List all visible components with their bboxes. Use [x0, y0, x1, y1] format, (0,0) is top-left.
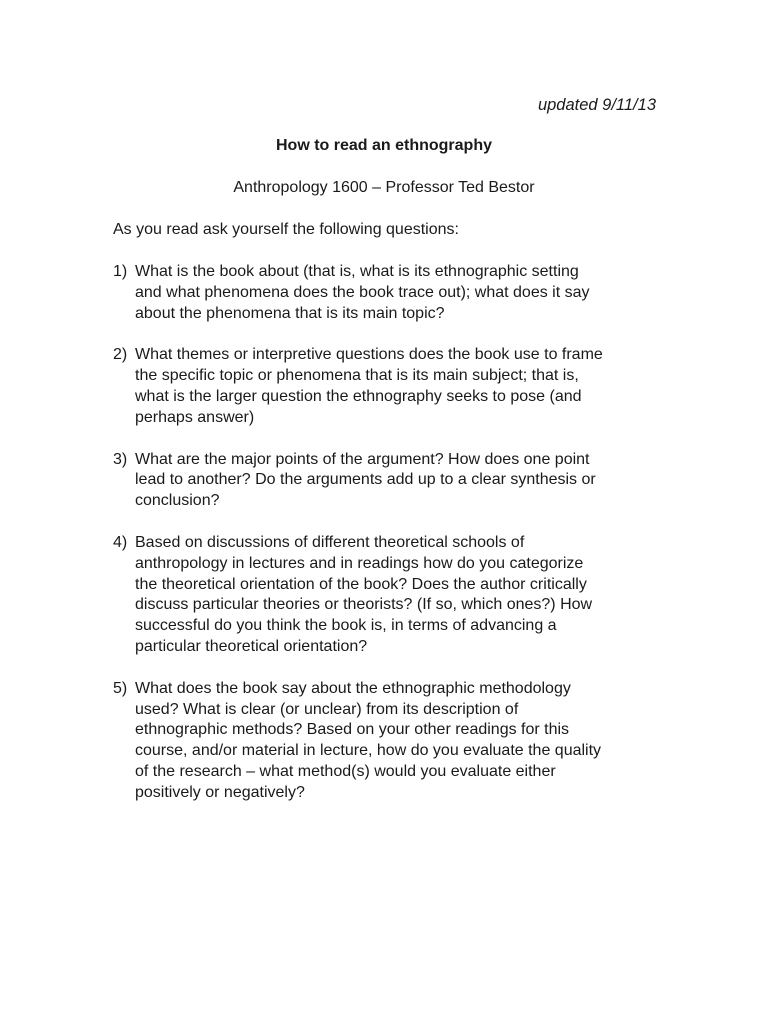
question-item [113, 533, 673, 658]
question-line: the theoretical orientation of the book? Does the author critically [135, 575, 587, 593]
question-line: of the research – what method(s) would you evaluate either [135, 762, 556, 780]
question-line: the specific topic or phenomena that is its main subject; that is, [135, 367, 579, 385]
document-title: How to read an ethnography [275, 137, 492, 154]
question-line: discuss particular theories or theorists? (If so, which ones?) How [135, 596, 593, 614]
question-line: What are the major points of the argument? How does one point [135, 450, 590, 468]
question-number: 1) [113, 263, 128, 280]
question-line: what is the larger question the ethnography seeks to pose (and [135, 387, 582, 405]
question-number: 2) [113, 346, 128, 364]
question-number: 4) [113, 533, 128, 551]
question-line: particular theoretical orientation? [135, 637, 368, 655]
question-item [113, 345, 673, 428]
question-list [113, 262, 673, 825]
question-line: What does the book say about the ethnographic methodology [135, 679, 571, 697]
question-item [113, 679, 673, 804]
question-line: lead to another? Do the arguments add up to a clear synthesis or [135, 471, 596, 489]
question-line: Based on discussions of different theoretical schools of [135, 533, 525, 551]
intro-text: As you read ask yourself the following questions: [113, 221, 459, 238]
question-line: about the phenomena that is its main topic? [135, 304, 445, 322]
question-line: successful do you think the book is, in terms of advancing a [135, 617, 557, 635]
question-line: and what phenomena does the book trace out); what does it say [135, 283, 590, 301]
question-line: used? What is clear (or unclear) from its description of [135, 700, 519, 718]
question-line: anthropology in lectures and in readings how do you categorize [135, 554, 584, 572]
question-line: positively or negatively? [135, 783, 305, 801]
question-item [113, 450, 673, 512]
question-line: course, and/or material in lecture, how do you evaluate the quality [135, 742, 602, 760]
question-line: conclusion? [135, 492, 220, 510]
updated-date: updated 9/11/13 [537, 96, 656, 114]
question-number: 5) [113, 679, 128, 697]
question-item [113, 262, 673, 324]
question-number: 3) [113, 450, 128, 468]
question-line: ethnographic methods? Based on your other readings for this [135, 721, 570, 739]
question-line: What is the book about (that is, what is its ethnographic setting [135, 263, 579, 280]
course-subtitle: Anthropology 1600 – Professor Ted Bestor [233, 179, 535, 196]
question-line: What themes or interpretive questions does the book use to frame [135, 346, 603, 364]
question-line: perhaps answer) [135, 408, 255, 426]
